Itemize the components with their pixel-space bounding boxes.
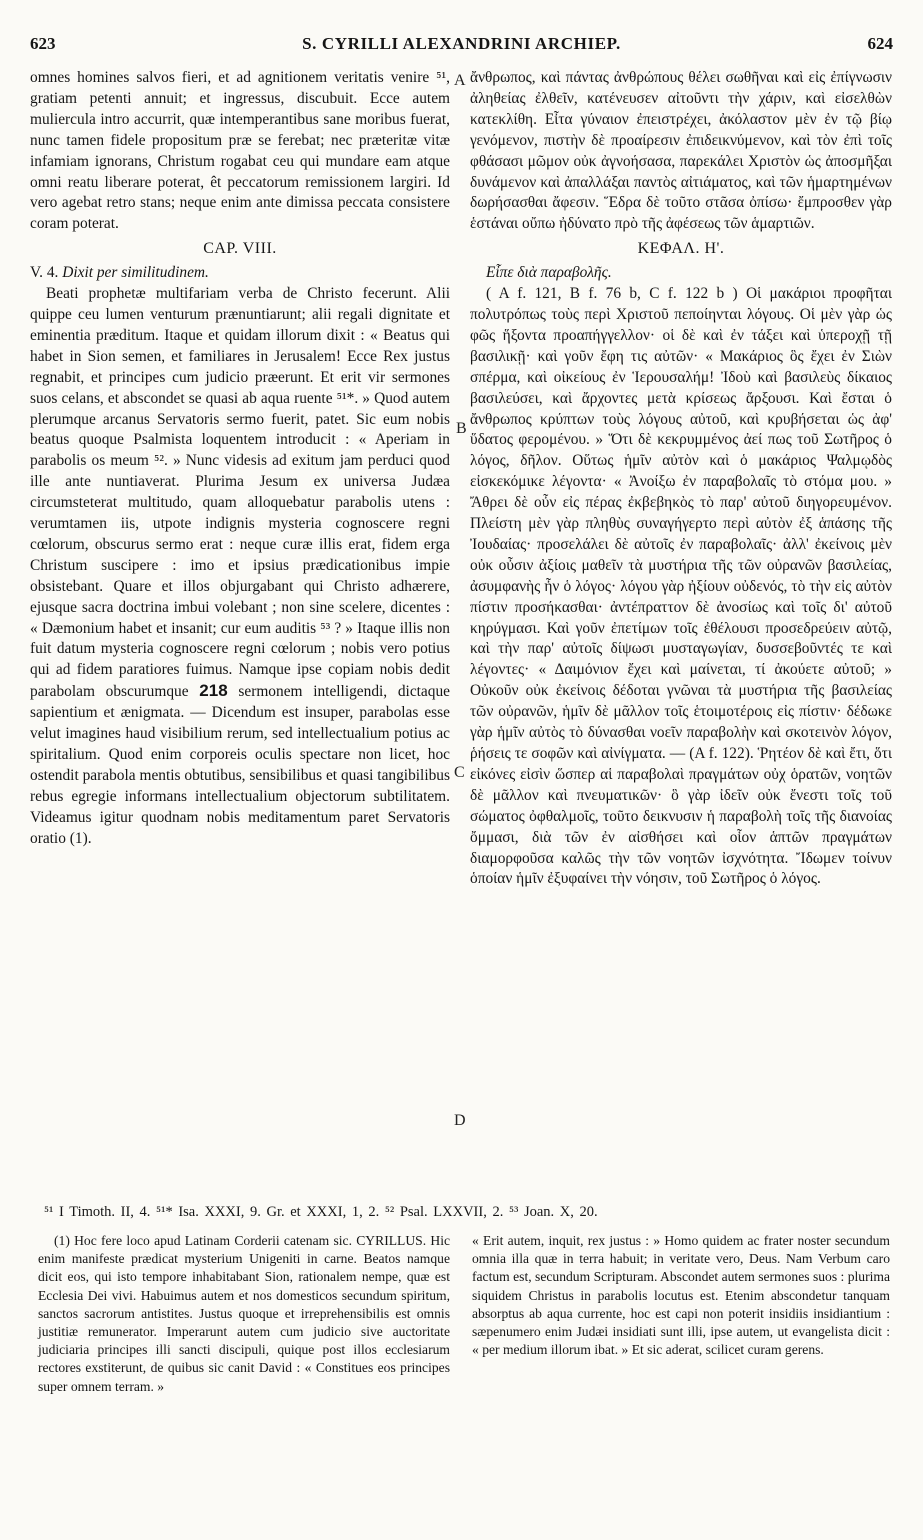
latin-paragraph-2 <box>30 284 450 849</box>
migne-column-number: 218 <box>199 681 228 701</box>
greek-verse-text: Εἶπε διὰ παραβολῆς. <box>486 264 612 282</box>
margin-letter-d: D <box>454 1112 466 1129</box>
margin-letter-b: B <box>456 420 467 437</box>
margin-letter-a: A <box>454 72 466 89</box>
latin-chapter-heading: CAP. VIII. <box>203 240 277 258</box>
page-number-right: 624 <box>867 34 893 53</box>
editor-note-left <box>38 1232 450 1396</box>
latin-paragraph-2-part-a: Beati prophetæ multifariam verba de Christo fecerunt. Alii quippe ceu lumen venturum prænuntiarunt; alii regali dignitate et eminentia præditum. Itaque et quidam illorum dixit : « Beatus qui habet in Sion semen, et familiares in Jerusalem! Ecce Rex justus regnabit, et principes cum judicio præerunt. Et erit vir sermones suos celans, et abscondet se quasi ab aqua ruente ⁵¹*. » Quod autem plerumque arcanus Servatoris sermo fuerit, patet. Sic eum nobis beatus quoque Psalmista loquentem introducit : « Aperiam in parabolis os meum ⁵². » Nunc videsis ad exitum jam perduci quod ille ante nuntiaverat. Plurima Jesum ex universa Judæa circumsteterat multitudo, quam alloquebatur parabolis utens : verumtamen iis, utpote indignis mysteria cognoscere regni cœlorum, obscurus sermo erat : neque curæ illis erat, fidem erga Christum suscipere : imo et ipsius prædicationibus impie obsistebant. Quare et illos objurgabant qui Christo adhærere, ejusque sacra doctrina imbui volebant ; non sine scelere, dicentes : « Dæmonium habet et insanit; cur eum auditis ⁵³ ? » Itaque illis non fuit datum mysteria cognoscere regni cœlorum ; nobis vero potius qui ad fidem paratiores fuimus. Namque ipse copiam nobis dedit parabolam obscurumque <box>30 285 450 701</box>
latin-column <box>30 68 450 850</box>
margin-letter-c: C <box>454 764 465 781</box>
latin-verse-ref: V. 4. <box>30 264 59 282</box>
scripture-footnotes: ⁵¹ I Timoth. II, 4. ⁵¹* Isa. XXXI, 9. Gr. et XXXI, 1, 2. ⁵² Psal. LXXVII, 2. ⁵³ Joan. X, 20. <box>44 1204 598 1220</box>
latin-verse-text: Dixit per similitudinem. <box>62 264 209 282</box>
latin-paragraph-1: omnes homines salvos fieri, et ad agnitionem veritatis venire ⁵¹, gratiam petenti annuit; et ingressus, discubuit. Ecce autem muliercula intro accurrit, quæ intemperantibus sane moribus fuerat, nunc tamen fidele propositum præ se ferebat; nec præteritæ vitæ infamiam ignorans, Christum rogabat ceu qui mundare eam atque omni reatu liberare poterat, êt peccatorum remissionem largiri. Id vero agebat retro stans; neque enim ante dimissa peccata consistere coram poterat. <box>30 69 450 233</box>
editor-note-right-text: « Erit autem, inquit, rex justus : » Homo quidem ac frater noster secundum omnia illa quæ in terra habuit; in veritate vero, Deus. Nam Verbum caro factum est, secundum Scripturam. Abscondet autem sermones suos : plurima siquidem Christus in parabolis locutus est. Etenim abscondetur tanquam absorptus ab aqua currente, hoc est capi non poterit insidiis insidiantium : sæpenumero enim Judæi insidiati sunt illi, ipse autem, ut evangelista dicit : « per medium illorum ibat. » Et sic aderat, scilicet curam gerens. <box>472 1233 890 1358</box>
latin-paragraph-2-part-b: sermonem intelligendi, dictaque sapientium et ænigmata. — Dicendum est insuper, parabolas esse velut imagines haud visibilium rerum, sed intellectualium potius ac spiritalium. Quod enim corporeis oculis spectare non licet, hoc ostendit parabola mentis obtutibus, sensibilibus et quasi tangibilibus rebus egregie informans intellectualium objectorum subtilitatem. Videamus igitur quodnam nobis meditamentum paret Servatoris oratio (1). <box>30 683 450 847</box>
greek-paragraph-1: ἄνθρωπος, καὶ πάντας ἀνθρώπους θέλει σωθῆναι καὶ εἰς ἐπίγνωσιν ἀληθείας ἐλθεῖν, κατένευσεν αἰτοῦντι τὴν χάριν, καὶ εἰσελθὼν κατεκλίθη. Εἶτα γύναιον ἐπειστρέχει, ἀκόλαστον μὲν ἐν τῷ βίῳ γενόμενον, πιστὴν δὲ προαίρεσιν ἐπιδεικνύμενον, καὶ τὸν ἐπὶ τοῖς φθάσασι μῶμον οὐκ ἀγνοήσασα, παρεκάλει Χριστὸν ὡς ἀποσμῆξαι δυνάμενον καὶ ἀπαλλάξαι παντὸς αἰτιάματος, καὶ τῶν ἡμαρτημένων δωρήσασθαι ἄφεσιν. Ἕδρα δὲ τοῦτο στᾶσα ὀπίσω· ἔμπροσθεν γὰρ ἑστάναι οὔπω ἠδύνατο πρὸ τῆς ἀφέσεως τῶν ἁμαρτιῶν. <box>470 69 892 233</box>
running-header <box>30 34 893 62</box>
editor-note-right <box>472 1232 890 1359</box>
greek-column <box>470 68 892 890</box>
greek-chapter-heading: ΚΕΦΑΛ. Η'. <box>637 240 725 258</box>
latin-verse-line <box>30 263 450 284</box>
running-title: S. CYRILLI ALEXANDRINI ARCHIEP. <box>302 34 621 53</box>
greek-paragraph-2: ( A f. 121, B f. 76 b, C f. 122 b ) Οἱ μακάριοι προφῆται πολυτρόπως τοὺς περὶ Χριστοῦ πεποίηνται λόγους. Οἱ μὲν γὰρ ὡς φῶς ἥξοντα προαπήγγελλον· οἱ δὲ καὶ ἐν τάξει καὶ ὑπεροχῇ τῇ βασιλικῇ· καὶ γοῦν ἔφη τις αὐτῶν· « Μακάριος ὃς ἔχει ἐν Σιὼν σπέρμα, καὶ οἰκείους ἐν Ἱερουσαλήμ! Ἰδοὺ καὶ βασιλεὺς δίκαιος βασιλεύσει, καὶ ἄρχοντες μετὰ κρίσεως ἄρξουσι. Καὶ ἔσται ὁ ἄνθρωπος κρύπτων τοὺς λόγους αὐτοῦ, καὶ κρυβήσεται ὡς ἀφ' ὕδατος φερομένου. » Ὅτι δὲ κεκρυμμένος ἀεί πως τοῦ Σωτῆρος ὁ λόγος, δῆλον. Οὕτως ἡμῖν αὐτὸν καὶ ὁ μακάριος Ψαλμῳδὸς εἰσκεκόμικε λέγοντα· « Ἀνοίξω ἐν παραβολαῖς τὸ στόμα μου. » Ἄθρει δὲ οὖν εἰς πέρας ἐκβεβηκὸς τὸ παρ' αὐτοῦ διηγορευμένον. Πλείστη μὲν γὰρ πληθὺς συναγήγερτο περὶ αὐτὸν ἐξ ἁπάσης τῆς Ἰουδαίας· προσελάλει δὲ αὐτοῖς ἐν παραβολαῖς· ἀλλ' ἐκείνοις μὲν οὐκ οὖσιν ἀξίοις μαθεῖν τὰ μυστήρια τῆς τῶν οὐρανῶν βασιλείας, ἀσυμφανὴς ἦν ὁ λόγος· λόγου γὰρ ἠξίουν οὐδενός, τὸ τὴν εἰς αὐτὸν πίστιν προσήκασθαι· ἀντέπραττον δὲ ἀνοσίως καὶ τοῖς δι' αὐτοῦ κηρύγμασι. Καὶ γοῦν ἐπετίμων τοῖς ἐθέλουσι προσεδρεύειν αὐτῷ, καὶ τὴν παρ' αὐτοῖς δίψωσι μυσταγωγίαν, δυσσεβοῦντές τε καὶ λέγοντες· « Δαιμόνιον ἔχει καὶ μαίνεται, τί ἀκούετε αὐτοῦ; » Οὐκοῦν οὐκ ἐκείνοις δέδοται γνῶναι τὰ μυστήρια τῆς βασιλείας τῶν οὐρανῶν, ἡμῖν δὲ μᾶλλον τοῖς ἑτοιμοτέροις εἰς πίστιν· δέδωκε γὰρ ἡμῖν αὐτὸς τὸ δύνασθαι νοεῖν παραβολὴν καὶ σκοτεινὸν λόγον, ῥήσεις τε σοφῶν καὶ αἰνίγματα. — (A f. 122). Ῥητέον δὲ καὶ ἔτι, ὅτι εἰκόνες εἰσὶν ὥσπερ αἱ παραβολαὶ πραγμάτων οὐχ ὁρατῶν, νοητῶν δὲ μᾶλλον καὶ πνευματικῶν· ὃ γὰρ ἰδεῖν οὐκ ἔνεστι τοῖς τοῦ σώματος ὀφθαλμοῖς, τοῦτο δεικνυσιν ἡ παραβολὴ τοῖς τῆς διανοίας ὄμμασι, διὰ τῶν ἐν αἰσθήσει καὶ οἷον ἁπτῶν πραγμάτων διαμορφοῦσα καλῶς τὴν τῶν νοητῶν ἰσχνότητα. Ἴδωμεν τοίνυν ὁποίαν ἡμῖν ἐξυφαίνει τὴν νόησιν, τοῦ Σωτῆρος ὁ λόγος. <box>470 285 892 888</box>
page-number-left: 623 <box>30 34 56 53</box>
editor-note-left-text: (1) Hoc fere loco apud Latinam Corderii catenam sic. CYRILLUS. Hic enim manifeste prædicat mysterium Unigeniti in carne. Beatos namque dicit eos, qui isto tempore inhabitabant Sion, rationalem nempe, quæ est Ecclesia Dei vivi. Habuimus autem et nos domesticos secundum spiritum, sanctos sacrorum antistites. Justus quoque et irreprehensibilis est omnis justitiæ remunerator. Imperarunt autem cum judicio sive auctoritate judiciaria principes illi sancti discipuli, quique post illos ecclesiarum rectores exstiterunt, de quibus sic canit David : « Constitues eos principes super omnem terram. » <box>38 1233 450 1394</box>
